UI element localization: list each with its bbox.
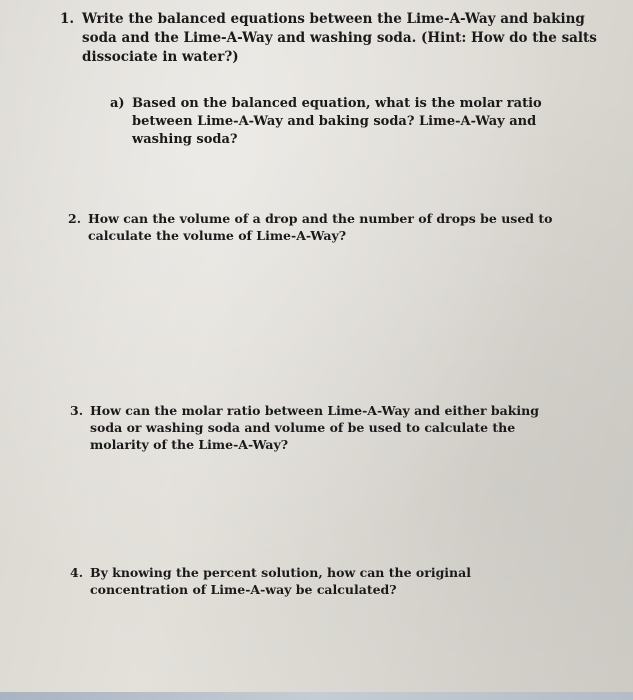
question-4 [70,564,570,598]
question-4-text: By knowing the percent solution, how can the original concentration of Lime-A-way be calculated? [90,565,471,597]
question-2-number: 2. [68,211,82,226]
question-3-text: How can the molar ratio between Lime-A-Way and either baking soda or washing soda and volume of be used to calculate the molarity of the Lime-A-Way? [90,403,539,452]
question-1a-text: Based on the balanced equation, what is the molar ratio between Lime-A-Way and baking soda? Lime-A-Way and washing soda? [132,96,542,147]
question-1a-label: a) [110,96,125,111]
question-1 [60,10,600,67]
question-2 [68,210,578,244]
bottom-edge [0,692,633,700]
question-1-number: 1. [60,11,75,27]
question-1-text: Write the balanced equations between the Lime-A-Way and baking soda and the Lime-A-Way and washing soda. (Hint: How do the salts dissociate in water?) [82,11,597,65]
question-2-text: How can the volume of a drop and the number of drops be used to calculate the volume of Lime-A-Way? [88,211,553,243]
question-1a [110,95,600,149]
question-3-number: 3. [70,403,84,418]
question-3 [70,402,570,453]
question-4-number: 4. [70,565,84,580]
